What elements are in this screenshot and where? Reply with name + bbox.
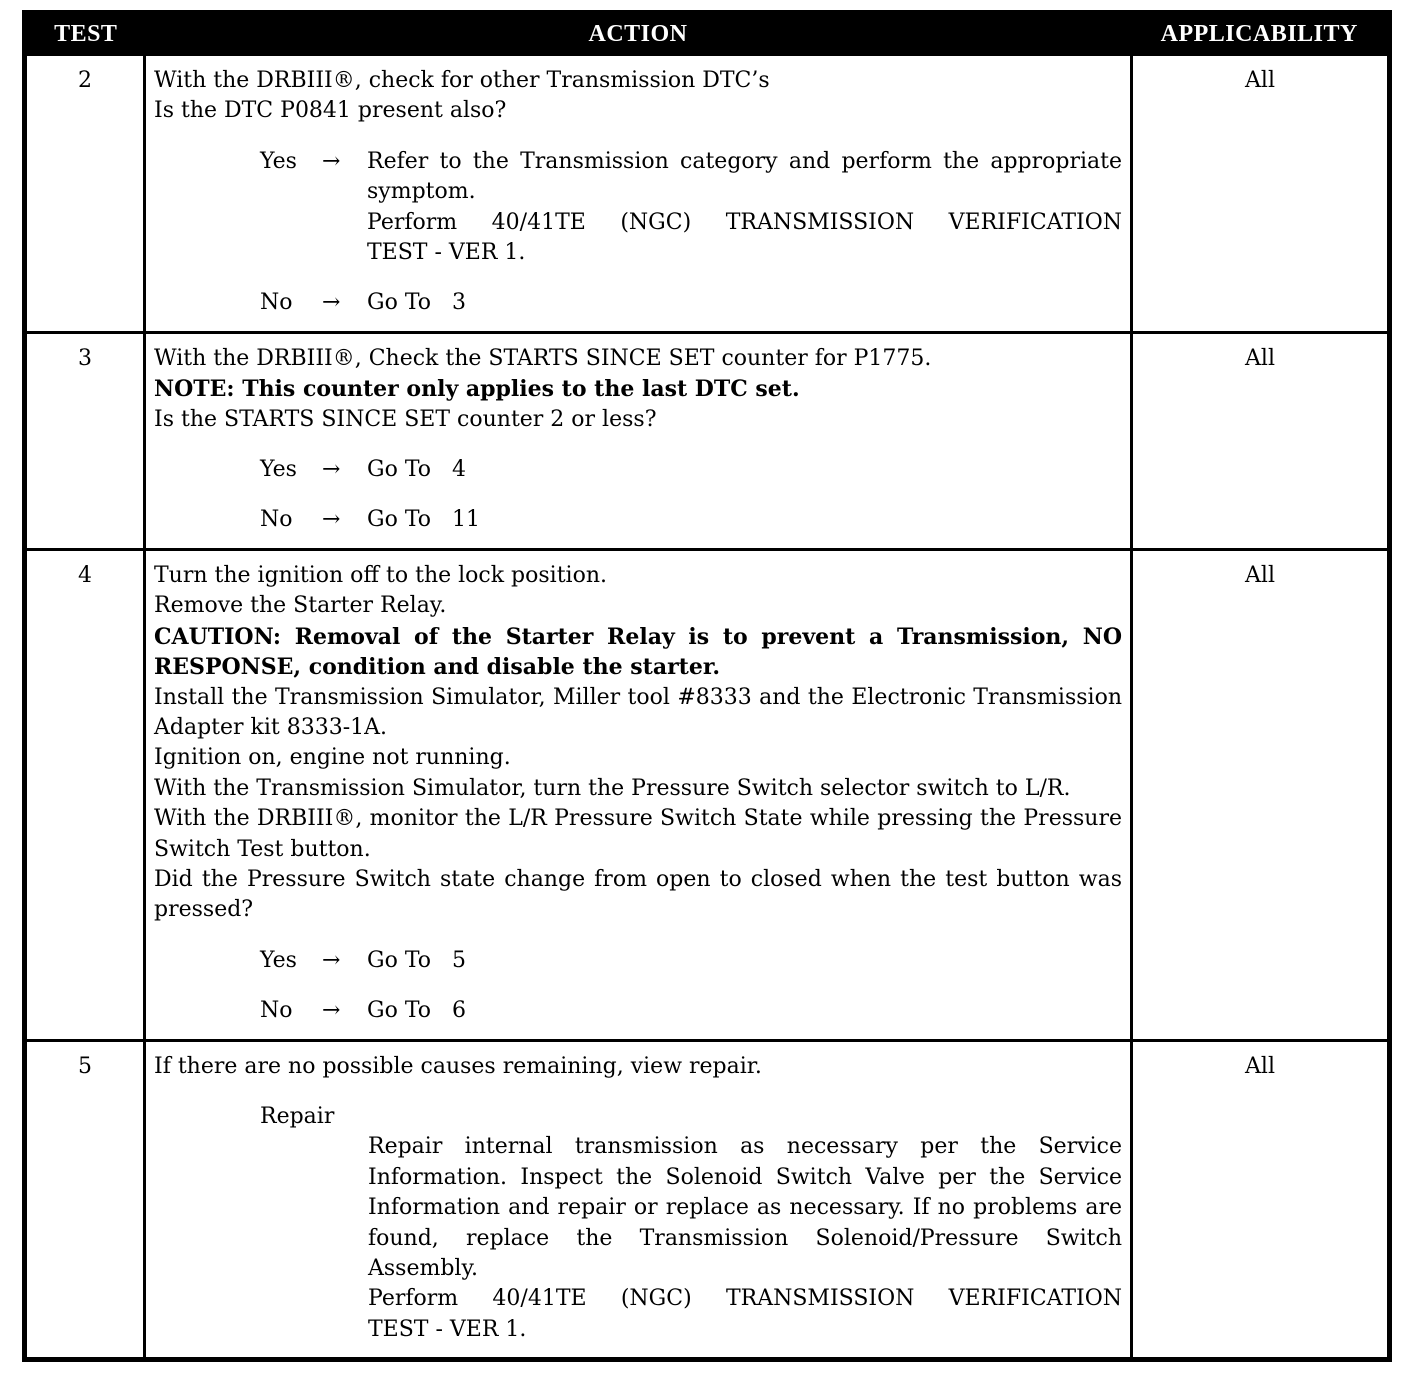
no-result-text: Go To 11 xyxy=(367,507,480,533)
action-cell xyxy=(145,55,1132,333)
applicability-cell: All xyxy=(1132,549,1390,1040)
header-applicability: APPLICABILITY xyxy=(1132,13,1390,55)
diagnostic-test-table xyxy=(22,10,1392,1362)
table-row xyxy=(25,1040,1390,1360)
action-cell xyxy=(145,332,1132,549)
no-branch xyxy=(260,996,1122,1026)
repair-text: Repair internal transmission as necessary per the Service Information. Inspect the Solenoid Switch Valve per the Service Information and repair or replace as necessary. If no problems are found, replace the Transmission Solenoid/Pressure Switch Assembly. xyxy=(368,1134,1122,1281)
action-line: Install the Transmission Simulator, Miller tool #8333 and the Electronic Transmission Adapter kit 8333-1A. xyxy=(154,684,1122,740)
no-result-text: Go To 6 xyxy=(367,998,466,1024)
action-line: If there are no possible causes remaining, view repair. xyxy=(154,1053,762,1079)
test-number: 5 xyxy=(25,1040,145,1360)
action-line: Is the STARTS SINCE SET counter 2 or less? xyxy=(154,406,657,432)
yes-result-text: Perform 40/41TE (NGC) TRANSMISSION VERIFICATION xyxy=(367,209,1122,235)
applicability-cell: All xyxy=(1132,55,1390,333)
arrow-icon: → xyxy=(322,507,341,533)
action-line: With the Transmission Simulator, turn the Pressure Switch selector switch to L/R. xyxy=(154,775,1071,801)
test-number: 2 xyxy=(25,55,145,333)
test-number: 4 xyxy=(25,549,145,1040)
yes-branch xyxy=(260,147,1122,269)
header-test: TEST xyxy=(25,13,145,55)
table-row xyxy=(25,549,1390,1040)
no-label: No xyxy=(260,998,293,1024)
yes-branch xyxy=(260,455,1122,485)
repair-instructions xyxy=(368,1132,1122,1345)
action-line: With the DRBIII®, Check the STARTS SINCE SET counter for P1775. xyxy=(154,345,932,371)
yes-result-text: Go To 5 xyxy=(367,947,466,973)
arrow-icon: → xyxy=(322,947,341,973)
arrow-icon: → xyxy=(322,290,341,316)
yes-result-text: TEST - VER 1. xyxy=(367,240,526,266)
applicability-cell: All xyxy=(1132,332,1390,549)
action-line: With the DRBIII®, check for other Transmission DTC’s xyxy=(154,68,770,93)
table-row xyxy=(25,55,1390,333)
yes-label: Yes xyxy=(260,947,297,973)
action-cell xyxy=(145,549,1132,1040)
action-line: With the DRBIII®, monitor the L/R Pressure Switch State while pressing the Pressure Switch Test button. xyxy=(154,806,1122,862)
repair-label: Repair xyxy=(260,1103,335,1129)
yes-result-text: Go To 4 xyxy=(367,457,466,483)
action-cell xyxy=(145,1040,1132,1360)
applicability-cell: All xyxy=(1132,1040,1390,1360)
table-row xyxy=(25,332,1390,549)
no-label: No xyxy=(260,290,293,316)
yes-result xyxy=(367,147,1122,269)
yes-branch xyxy=(260,946,1122,976)
no-result-text: Go To 3 xyxy=(367,290,466,316)
arrow-icon: → xyxy=(322,148,341,174)
action-line: Ignition on, engine not running. xyxy=(154,745,511,771)
table-header-row xyxy=(25,13,1390,55)
caution-line: CAUTION: Removal of the Starter Relay is to prevent a Transmission, NO RESPONSE, condition and disable the starter. xyxy=(154,623,1122,681)
action-line: Turn the ignition off to the lock position. xyxy=(154,562,607,588)
yes-label: Yes xyxy=(260,148,297,174)
action-line: Is the DTC P0841 present also? xyxy=(154,98,507,124)
action-line: Remove the Starter Relay. xyxy=(154,593,447,619)
repair-text: TEST - VER 1. xyxy=(368,1316,527,1342)
yes-result-text: Refer to the Transmission category and perform the appropriate symptom. xyxy=(367,148,1122,205)
test-number: 3 xyxy=(25,332,145,549)
arrow-icon: → xyxy=(322,457,341,483)
repair-text: Perform 40/41TE (NGC) TRANSMISSION VERIFICATION xyxy=(368,1286,1122,1312)
no-branch xyxy=(260,505,1122,535)
arrow-icon: → xyxy=(322,998,341,1024)
note-line: NOTE: This counter only applies to the last DTC set. xyxy=(154,376,800,403)
question-line: Did the Pressure Switch state change from open to closed when the test button was pressed? xyxy=(154,866,1122,923)
no-branch xyxy=(260,288,1122,318)
header-action: ACTION xyxy=(145,13,1132,55)
no-label: No xyxy=(260,507,293,533)
yes-label: Yes xyxy=(260,457,297,483)
